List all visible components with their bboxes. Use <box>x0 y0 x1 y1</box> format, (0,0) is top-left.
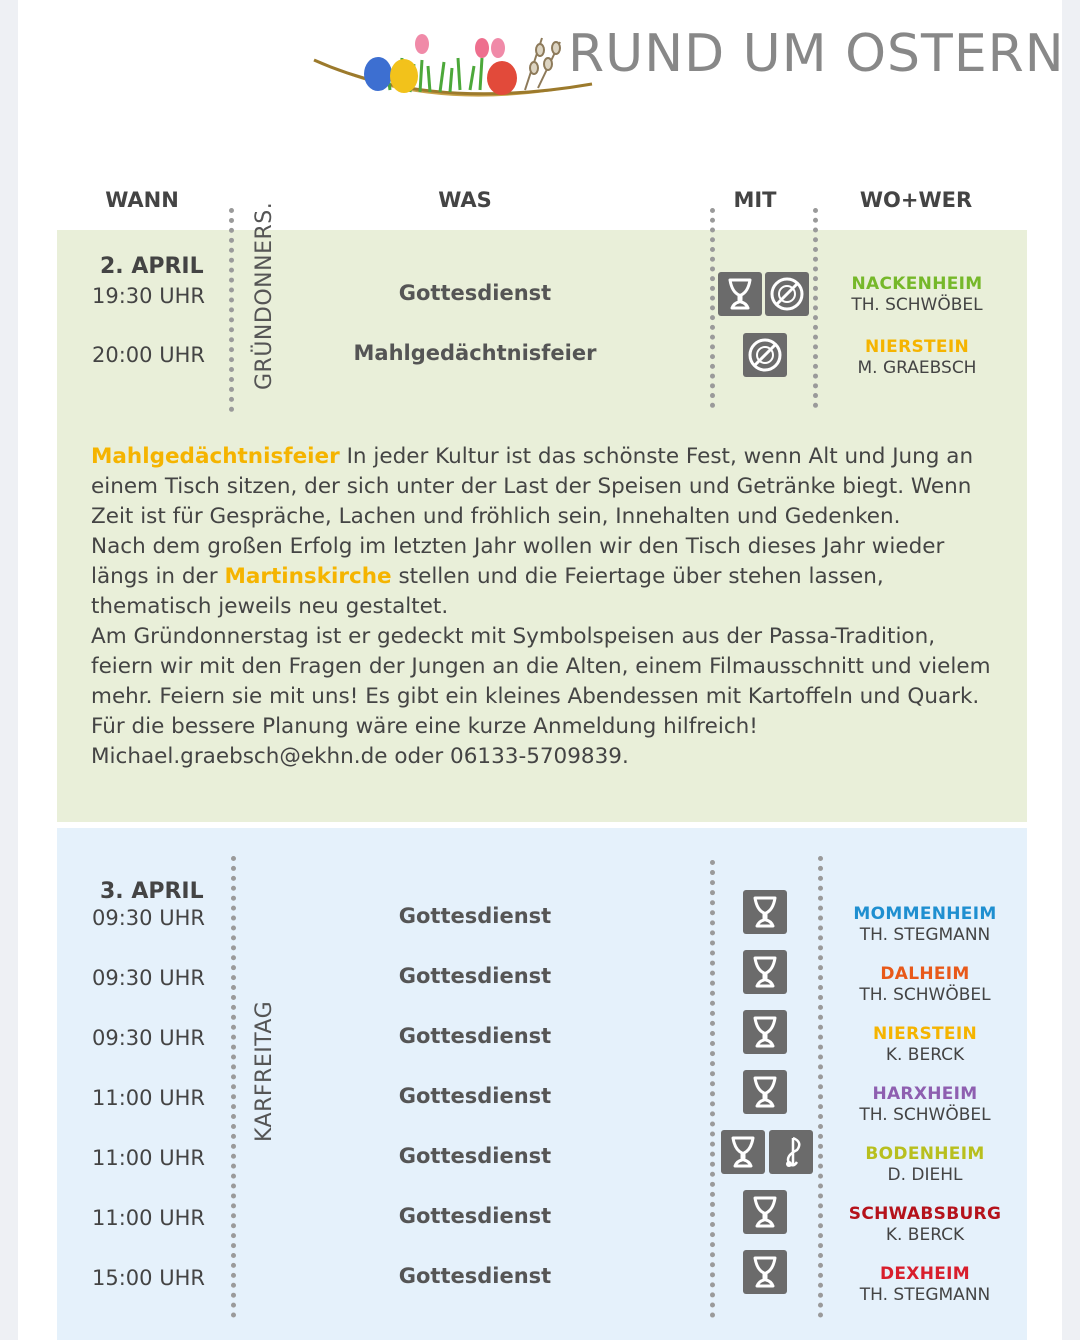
description-paragraph <box>91 442 1001 532</box>
column-header-mit: MIT <box>733 188 777 212</box>
date-heading: 3. APRIL <box>100 879 204 904</box>
location-name: NIERSTEIN <box>873 1024 977 1044</box>
description-text: Nach dem großen Erfolg im letzten Jahr wollen wir den Tisch dieses Jahr wieder längs in der <box>91 534 945 589</box>
pastor-name: TH. SCHWÖBEL <box>859 985 991 1005</box>
pastor-name: K. BERCK <box>885 1225 965 1245</box>
event-title: Gottesdienst <box>398 1204 552 1228</box>
location-name: DALHEIM <box>880 964 970 984</box>
description-text: stellen und die Feiertage über stehen lassen, thematisch jeweils neu gestaltet. <box>91 564 884 619</box>
location <box>822 337 1012 379</box>
chalice-icon <box>718 272 762 316</box>
location-name: DEXHEIM <box>879 1264 970 1284</box>
description-paragraph: Für die bessere Planung wäre eine kurze Anmeldung hilfreich! <box>91 714 758 739</box>
time: 15:00 UHR <box>92 1266 205 1290</box>
pastor-name: TH. SCHWÖBEL <box>851 295 983 315</box>
divider-dots <box>710 208 715 408</box>
time: 19:30 UHR <box>92 284 205 308</box>
event-title: Gottesdienst <box>398 904 552 928</box>
chalice-icon <box>743 1250 787 1294</box>
description-text: In jeder Kultur ist das schönste Fest, wenn Alt und Jung an einem Tisch sitzen, der sich unter der Last der Speisen und Getränke biegt. Wenn Zeit ist für Gespräche, Lachen und fröhlich sein, Innehalten und Gedenken. <box>91 444 974 529</box>
plate-icon <box>743 333 787 377</box>
location <box>830 904 1020 946</box>
event-title: Gottesdienst <box>398 1144 552 1168</box>
chalice-icon <box>743 1070 787 1114</box>
event-title: Gottesdienst <box>398 1024 552 1048</box>
pastor-name: K. BERCK <box>885 1045 965 1065</box>
chalice-icon <box>743 1010 787 1054</box>
location <box>830 1204 1020 1246</box>
plate-icon <box>765 272 809 316</box>
pastor-name: TH. STEGMANN <box>859 925 991 945</box>
chalice-icon <box>743 950 787 994</box>
location <box>830 1264 1020 1306</box>
pastor-name: M. GRAEBSCH <box>857 358 977 378</box>
divider-dots <box>231 856 236 1318</box>
pastor-name: TH. SCHWÖBEL <box>859 1105 991 1125</box>
location-name: SCHWABSBURG <box>848 1204 1002 1224</box>
event-title: Gottesdienst <box>398 1264 552 1288</box>
divider-dots <box>818 856 823 1318</box>
column-header-wo-wer: WO+WER <box>859 188 973 212</box>
event-title: Gottesdienst <box>398 964 552 988</box>
pastor-name: D. DIEHL <box>887 1165 963 1185</box>
event-title: Mahlgedächtnisfeier <box>353 341 597 365</box>
time: 09:30 UHR <box>92 1026 205 1050</box>
chalice-icon <box>721 1130 765 1174</box>
location-name: NIERSTEIN <box>865 337 969 357</box>
column-header-wann: WANN <box>105 188 179 212</box>
chalice-icon <box>743 1190 787 1234</box>
event-title: Gottesdienst <box>398 281 552 305</box>
divider-dots <box>813 208 818 408</box>
time: 09:30 UHR <box>92 966 205 990</box>
pastor-name: TH. STEGMANN <box>859 1285 991 1305</box>
chalice-icon <box>743 890 787 934</box>
highlight-term: Martinskirche <box>224 564 392 589</box>
location <box>830 964 1020 1006</box>
contact-info: Michael.graebsch@ekhn.de oder 06133-5709839. <box>91 744 629 769</box>
time: 11:00 UHR <box>92 1146 205 1170</box>
time: 11:00 UHR <box>92 1206 205 1230</box>
day-label: KARFREITAG <box>252 1000 277 1142</box>
page-title: RUND UM OSTERN <box>568 24 1065 84</box>
divider-dots <box>229 208 234 412</box>
event-description <box>91 442 1001 772</box>
time: 20:00 UHR <box>92 343 205 367</box>
location <box>830 1144 1020 1186</box>
highlight-term: Mahlgedächtnisfeier <box>91 444 340 469</box>
location-name: HARXHEIM <box>872 1084 978 1104</box>
location <box>830 1084 1020 1126</box>
music-note-icon <box>769 1130 813 1174</box>
location-name: MOMMENHEIM <box>853 904 997 924</box>
divider-dots <box>710 860 715 1318</box>
day-label: GRÜNDONNERS. <box>252 201 277 390</box>
easter-nest-illustration <box>310 28 600 112</box>
date-heading: 2. APRIL <box>100 254 204 279</box>
location-name: BODENHEIM <box>865 1144 985 1164</box>
time: 09:30 UHR <box>92 906 205 930</box>
event-title: Gottesdienst <box>398 1084 552 1108</box>
column-header-was: WAS <box>438 188 492 212</box>
description-paragraph <box>91 532 1001 622</box>
description-paragraph: Am Gründonnerstag ist er gedeckt mit Symbolspeisen aus der Passa-Tradition, feiern wir mit den Fragen der Jungen an die Alten, einem Filmausschnitt und vielem mehr. Feiern sie mit uns! Es gibt ein kleines Abendessen mit Kartoffeln und Quark. <box>91 624 991 709</box>
time: 11:00 UHR <box>92 1086 205 1110</box>
location-name: NACKENHEIM <box>851 274 983 294</box>
location <box>822 274 1012 316</box>
location <box>830 1024 1020 1066</box>
